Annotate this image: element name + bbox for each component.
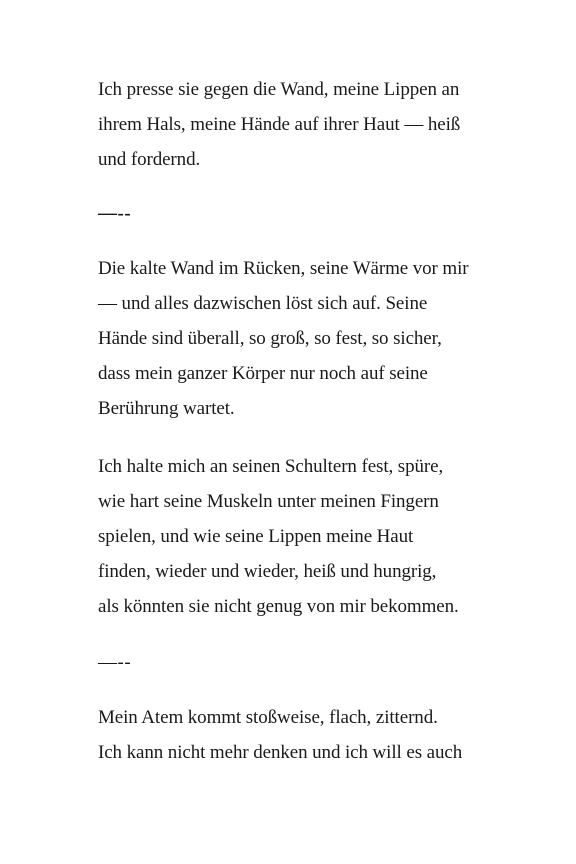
paragraph-4 bbox=[98, 700, 538, 770]
text-line: Mein Atem kommt stoßweise, flach, zitternd. bbox=[98, 707, 438, 728]
text-line: und fordernd. bbox=[98, 149, 201, 170]
document-page bbox=[98, 72, 538, 770]
text-line: als könnten sie nicht genug von mir bekommen. bbox=[98, 596, 459, 617]
section-separator: —-- bbox=[98, 203, 132, 224]
text-line: Ich kann nicht mehr denken und ich will es auch bbox=[98, 742, 463, 763]
section-separator: —-- bbox=[98, 652, 132, 673]
text-line: Die kalte Wand im Rücken, seine Wärme vor mir bbox=[98, 258, 469, 279]
text-line: spielen, und wie seine Lippen meine Haut bbox=[98, 526, 414, 547]
paragraph-1 bbox=[98, 72, 538, 177]
text-line: wie hart seine Muskeln unter meinen Fingern bbox=[98, 491, 439, 512]
text-line: Berührung wartet. bbox=[98, 398, 235, 419]
text-line: Ich halte mich an seinen Schultern fest, spüre, bbox=[98, 456, 444, 477]
text-line: ihrem Hals, meine Hände auf ihrer Haut — heiß bbox=[98, 114, 461, 135]
text-line: Hände sind überall, so groß, so fest, so sicher, bbox=[98, 328, 442, 349]
text-line: dass mein ganzer Körper nur noch auf seine bbox=[98, 363, 428, 384]
paragraph-2 bbox=[98, 251, 538, 426]
text-line: — und alles dazwischen löst sich auf. Seine bbox=[98, 293, 428, 314]
paragraph-3 bbox=[98, 449, 538, 624]
text-line: finden, wieder und wieder, heiß und hungrig, bbox=[98, 561, 437, 582]
text-line: Ich presse sie gegen die Wand, meine Lippen an bbox=[98, 79, 460, 100]
